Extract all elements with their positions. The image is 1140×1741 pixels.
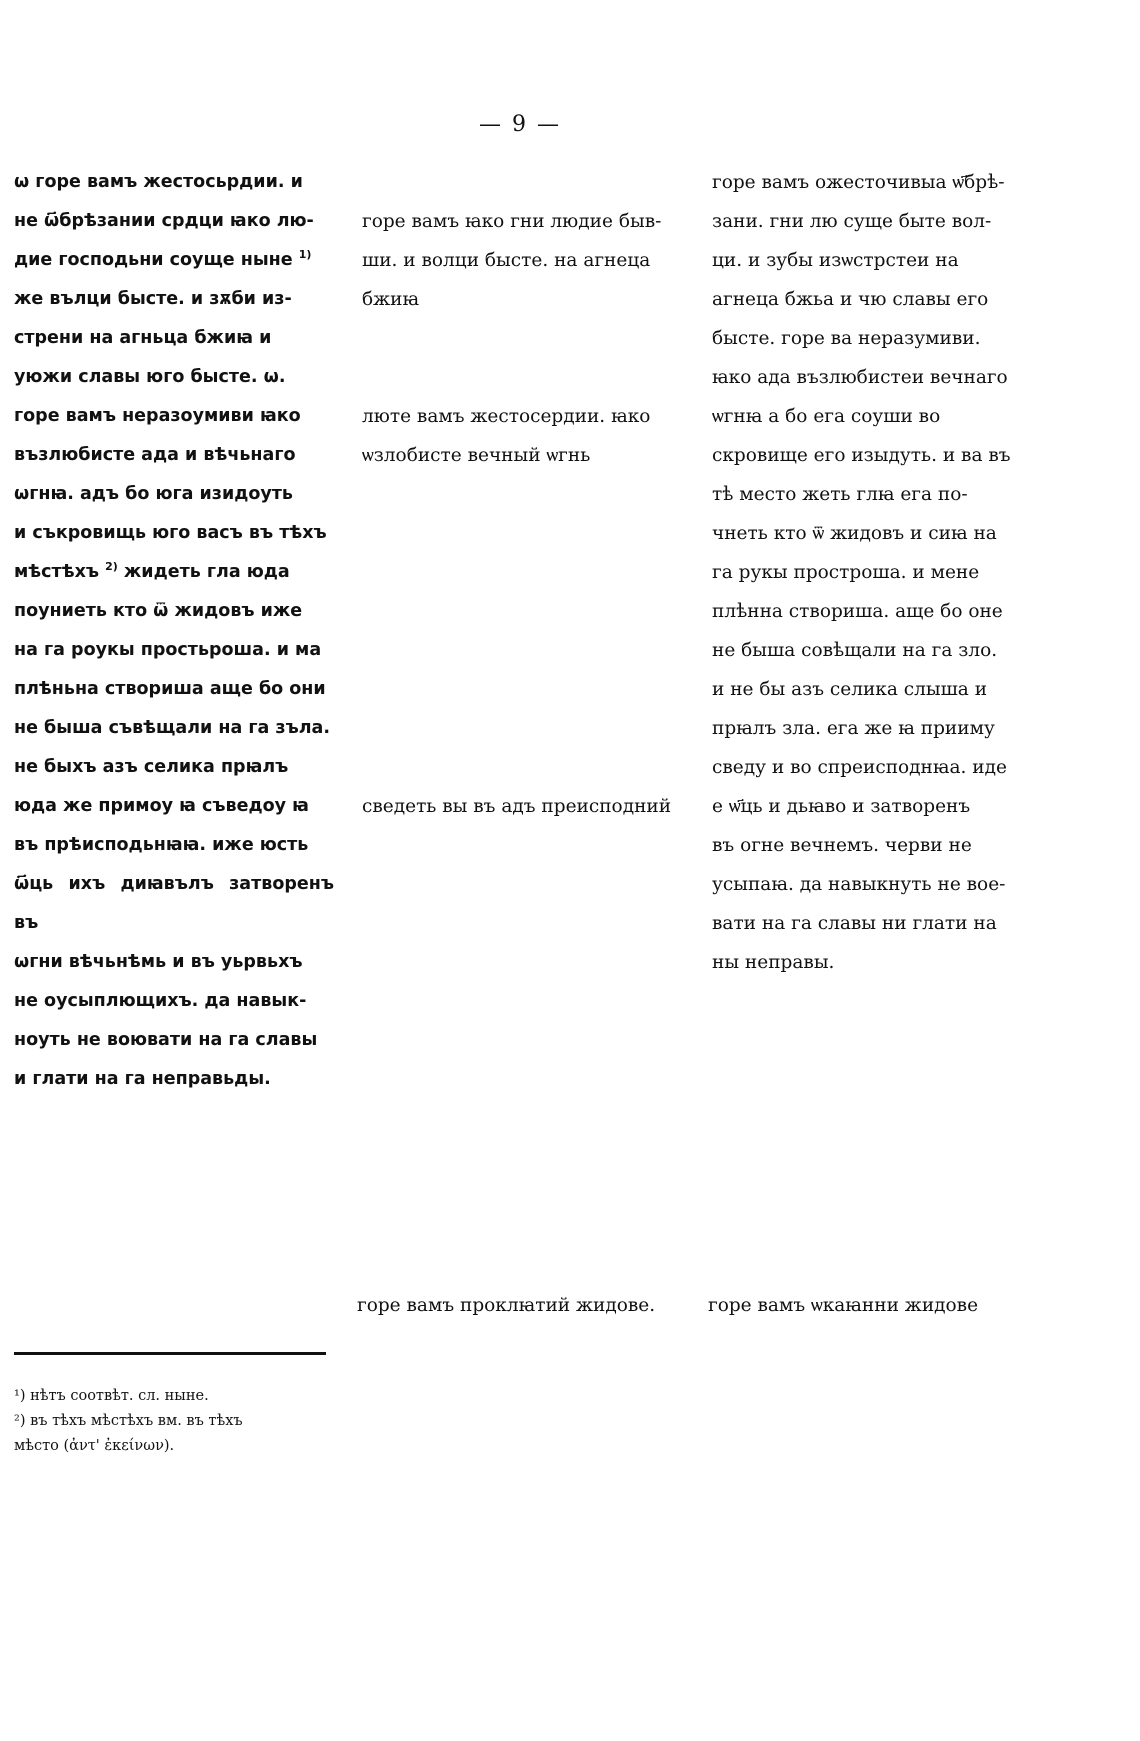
text-line: же вълци бысте. и зѫби из-: [14, 289, 292, 309]
text-line: зани. гни лю суще быте вол-: [712, 211, 992, 232]
text-line: ноуть не воювати на га славы: [14, 1030, 318, 1050]
bottom-line-col3: горе вамъ ѡкаꙗнни жидове: [708, 1295, 979, 1316]
text-segment: мѣстѣхъ: [14, 562, 100, 582]
footnote-marker: 2): [105, 560, 118, 574]
text-line: и съкровищь юго васъ въ тѣхъ: [14, 523, 327, 543]
column-church-slavonic-2: [362, 0, 687, 1000]
text-line: сведеть вы въ адъ преисподний: [362, 796, 672, 817]
text-line: не быша совѣщали на га зло.: [712, 640, 998, 661]
text-line: ши. и волци бысте. на агнеца: [362, 250, 651, 271]
text-line: ѡгнꙗ. адъ бо юга изидоуть: [14, 484, 294, 504]
footnote-marker: 1): [298, 248, 312, 262]
text-line: на га роукы простьроша. и ма: [14, 640, 322, 660]
text-line: [14, 241, 334, 280]
text-line: скровище его изыдуть. и ва въ: [712, 445, 1011, 466]
text-line: бысте. горе ва неразумиви.: [712, 328, 981, 349]
text-segment: дие господьни соуще ныне: [14, 250, 293, 270]
text-line: [14, 553, 334, 592]
column-church-slavonic-3: [712, 163, 1036, 982]
text-line: га рукы простроша. и мене: [712, 562, 980, 583]
text-line: е ѡ҃ць и дьꙗво и затворенъ: [712, 796, 971, 817]
text-line: юда же примоу ꙗ съведоу ꙗ: [14, 796, 309, 816]
text-line: горе вамъ неразоумиви ꙗко: [14, 406, 301, 426]
page-number: — 9 —: [479, 112, 561, 137]
column-church-slavonic-1: [14, 163, 334, 1099]
text-line: усыпаꙗ. да навыкнуть не вое-: [712, 874, 1006, 895]
text-line: прꙗлъ зла. ега же ꙗ прииму: [712, 718, 995, 739]
text-line: люте вамъ жестосердии. ꙗко: [362, 406, 651, 427]
text-line: ци. и зубы изѡстрстеи на: [712, 250, 959, 271]
text-segment: жидеть гла юда: [123, 562, 290, 582]
text-line: плѣнна створиша. аще бо оне: [712, 601, 1003, 622]
text-line: и не бы азъ селика слыша и: [712, 679, 988, 700]
text-line: чнеть кто ѿ жидовъ и сиꙗ на: [712, 523, 997, 544]
footnote-2-line2: мѣсто (ἀντ' ἐκείνων).: [14, 1438, 175, 1454]
text-line: агнеца бжьа и чю славы его: [712, 289, 989, 310]
footnote-rule: [14, 1352, 326, 1355]
bottom-line-col2: горе вамъ проклꙗтий жидове.: [357, 1295, 656, 1316]
text-line: ны неправы.: [712, 952, 835, 973]
text-line: горе вамъ ожесточивыа ѡ҃брѣ-: [712, 172, 1005, 193]
text-line: въ огне вечнемъ. черви не: [712, 835, 972, 856]
text-line: ꙗко ада възлюбистеи вечнаго: [712, 367, 1008, 388]
text-line: вати на га славы ни глати на: [712, 913, 997, 934]
text-block: [362, 202, 687, 319]
text-block: [362, 787, 687, 826]
text-line: уюжи славы юго бысте. ѡ.: [14, 367, 286, 387]
text-line: ѡ҃ць ихъ диꙗвълъ затворенъ въ: [14, 874, 334, 933]
text-line: плѣньна створиша аще бо они: [14, 679, 326, 699]
text-line: тѣ место жеть глꙗ ега по-: [712, 484, 968, 505]
text-line: горе вамъ ꙗко гни людие быв-: [362, 211, 662, 232]
text-line: ѡгни вѣчьнѣмь и въ уьрвьхъ: [14, 952, 303, 972]
text-line: ѡгнꙗ а бо ега соуши во: [712, 406, 941, 427]
text-line: поуниеть кто ѿ жидовъ иже: [14, 601, 303, 621]
text-line: не быша съвѣщали на га зъла.: [14, 718, 331, 738]
footnote-2-line1: ²) въ тѣхъ мѣстѣхъ вм. въ тѣхъ: [14, 1413, 243, 1429]
text-line: стрени на агньца бжиꙗ и: [14, 328, 272, 348]
text-line: ѡзлобисте вечный ѡгнь: [362, 445, 591, 466]
text-line: и глати на га неправьды.: [14, 1069, 271, 1089]
footnote-1: ¹) нѣтъ соотвѣт. сл. ныне.: [14, 1388, 209, 1404]
footnotes: [14, 1384, 344, 1459]
text-line: не быхъ азъ селика прꙗлъ: [14, 757, 289, 777]
text-line: не оусыплющихъ. да навык-: [14, 991, 307, 1011]
text-line: сведу и во спреисподнꙗа. иде: [712, 757, 1007, 778]
text-line: бжиꙗ: [362, 289, 420, 310]
text-line: възлюбисте ада и вѣчьнаго: [14, 445, 296, 465]
text-block: [362, 397, 687, 475]
text-line: ѡ горе вамъ жестосьрдии. и: [14, 172, 303, 192]
text-line: въ прѣисподьнꙗꙗ. иже юсть: [14, 835, 309, 855]
text-line: не ѡ҃брѣзании срдци ꙗко лю-: [14, 211, 314, 231]
